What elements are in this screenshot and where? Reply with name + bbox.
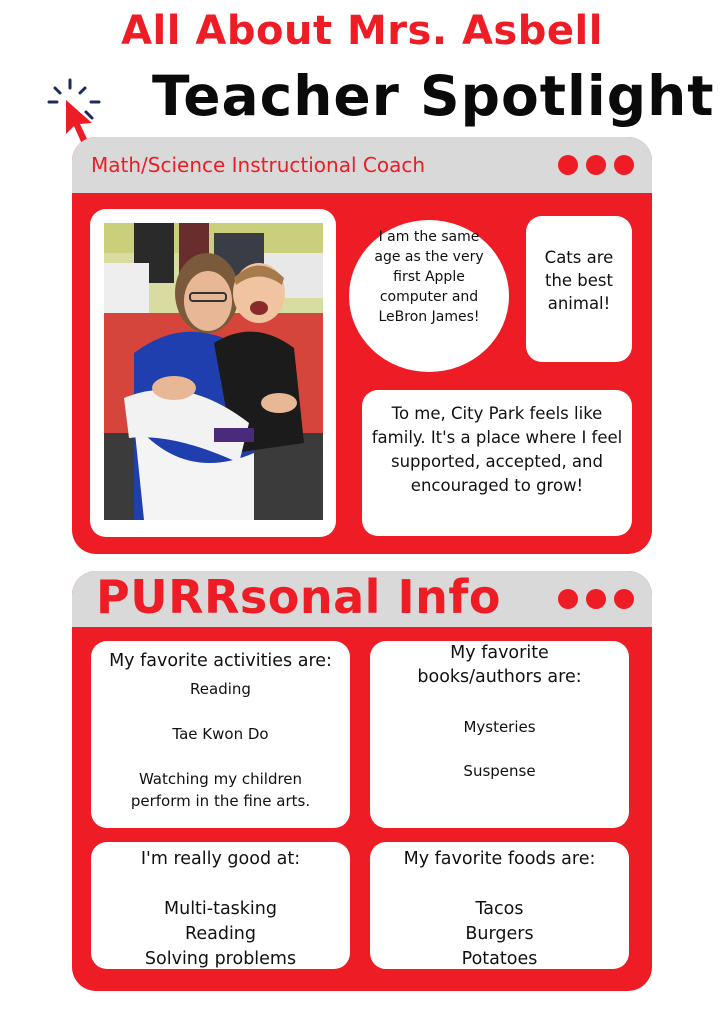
window-dots [558,155,634,175]
window-dot-icon [614,589,634,609]
foods-card [370,842,629,969]
good-at-heading: I'm really good at: [140,849,301,869]
good-at-card [91,842,350,969]
activities-heading: My favorite activities are: [109,651,332,671]
teacher-photo [104,223,323,520]
window-dot-icon [558,589,578,609]
good-at-item: Multi-tasking [164,899,277,919]
window-dot-icon [586,155,606,175]
role-title: Math/Science Instructional Coach [91,153,425,177]
city-park-card [362,390,632,536]
good-at-item: Reading [184,924,257,944]
info-window-bar [72,571,652,627]
cats-fact-text: Cats are the best animal! [544,248,614,313]
books-heading: My favorite books/authors are: [417,643,582,687]
profile-window-bar [72,137,652,193]
book-item: Suspense [463,762,536,780]
age-fact-bubble [349,220,509,372]
window-dot-icon [558,155,578,175]
activity-item: Reading [190,680,251,698]
info-title: PURRsonal Info [96,571,501,624]
food-item: Potatoes [461,949,538,969]
book-item: Mysteries [463,718,536,736]
foods-heading: My favorite foods are: [403,849,596,869]
good-at-item: Solving problems [144,949,297,969]
window-dot-icon [614,155,634,175]
food-item: Tacos [475,899,524,919]
city-park-quote: To me, City Park feels like family. It's a place where I feel supported, accepted, and encouraged to grow! [371,404,623,495]
page-supertitle: All About Mrs. Asbell [121,8,603,54]
food-item: Burgers [465,924,534,944]
activity-item: Watching my children perform in the fine arts. [130,770,311,810]
window-dots [558,589,634,609]
activity-item: Tae Kwon Do [172,725,269,743]
age-fact-text: I am the same age as the very first Apple computer and LeBron James! [374,229,484,325]
activities-card [91,641,350,828]
page-title: Teacher Spotlight [152,64,715,128]
cats-fact-card [526,216,632,362]
window-dot-icon [586,589,606,609]
books-card [370,641,629,828]
